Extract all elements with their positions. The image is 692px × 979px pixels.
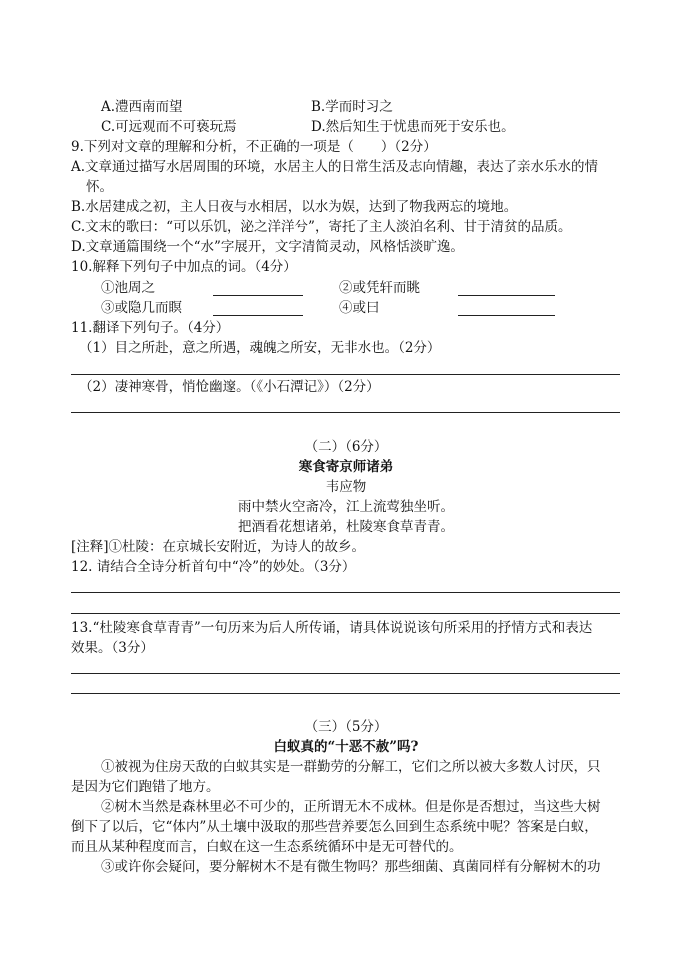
- poem-line-1: 雨中禁火空斋冷，江上流莺独坐听。: [238, 499, 454, 515]
- answer-line[interactable]: [71, 592, 620, 593]
- paragraph-2: ②树木当然是森林里必不可少的，正所谓无木不成林。但是你是否想过，当这些大树: [101, 799, 601, 815]
- poem-note: [注释]①杜陵：在京城长安附近，为诗人的故乡。: [71, 539, 366, 555]
- q8-option-b: B.学而时习之: [311, 99, 393, 115]
- q9-option-a: A.文章通过描写水居周围的环境，水居主人的日常生活及志向情趣，表达了亲水乐水的情: [71, 159, 599, 175]
- paragraph-2-cont: 而且从某种程度而言，白蚁在这一生态系统循环中是无可替代的。: [71, 839, 463, 855]
- q10-item-1: ①池周之: [101, 280, 155, 296]
- paragraph-1-cont: 是因为它们跑错了地方。: [71, 779, 220, 795]
- poem-title: 寒食寄京师诸弟: [298, 459, 394, 475]
- part2-heading: （二）（6分）: [304, 439, 388, 455]
- poem-line-2: 把酒看花想诸弟，杜陵寒食草青青。: [238, 519, 454, 535]
- part3-heading: （三）（5分）: [304, 719, 388, 735]
- paragraph-1: ①被视为住房天敌的白蚁其实是一群勤劳的分解工，它们之所以被大多数人讨厌，只: [101, 759, 601, 775]
- q13-stem-cont: 效果。（3分）: [71, 640, 154, 656]
- q9-option-b: B.水居建成之初，主人日夜与水相居，以水为娱，达到了物我两忘的境地。: [71, 199, 518, 215]
- q10-item-2: ②或凭轩而眺: [339, 280, 420, 296]
- q10-stem: 10.解释下列句子中加点的词。（4分）: [71, 259, 297, 275]
- q10-item-4: ④或曰: [339, 300, 380, 316]
- q9-option-c: C.文末的歌曰：“可以乐饥，泌之洋洋兮”，寄托了主人淡泊名利、甘于清贫的品质。: [71, 219, 572, 235]
- answer-line[interactable]: [71, 374, 620, 375]
- q12-stem: 12. 请结合全诗分析首句中“冷”的妙处。（3分）: [71, 559, 356, 575]
- q8-option-a: A.澧西南而望: [101, 99, 183, 115]
- answer-line[interactable]: [71, 673, 620, 674]
- answer-line[interactable]: [71, 693, 620, 694]
- q10-item-3: ③或隐几而瞑: [101, 300, 182, 316]
- q10-blank-3[interactable]: [213, 315, 303, 316]
- q8-option-d: D.然后知生于忧患而死于安乐也。: [311, 119, 515, 135]
- q11-sentence-2: （2）凄神寒骨，悄怆幽邃。（《小石潭记》）（2分）: [79, 379, 380, 395]
- q10-blank-2[interactable]: [458, 295, 555, 296]
- q11-sentence-1: （1）目之所赴，意之所遇，魂魄之所安，无非水也。（2分）: [79, 340, 441, 356]
- q13-stem: 13.“杜陵寒食草青青”一句历来为后人所传诵，请具体说说该句所采用的抒情方式和表达: [71, 620, 593, 636]
- paragraph-2-cont: 倒下了以后，它“体内”从土壤中汲取的那些营养要怎么回到生态系统中呢？答案是白蚁，: [71, 819, 598, 835]
- q11-stem: 11.翻译下列句子。（4分）: [71, 320, 230, 336]
- q9-option-d: D.文章通篇围绕一个“水”字展开，文字清简灵动，风格恬淡旷逸。: [71, 239, 464, 255]
- q9-stem: 9.下列对文章的理解和分析，不正确的一项是（ ）（2分）: [71, 139, 437, 155]
- answer-line[interactable]: [71, 613, 620, 614]
- q10-blank-4[interactable]: [458, 315, 555, 316]
- q8-option-c: C.可远观而不可亵玩焉: [101, 119, 237, 135]
- article-title: 白蚁真的“十恶不赦”吗?: [273, 739, 419, 755]
- poem-author: 韦应物: [325, 479, 367, 495]
- answer-line[interactable]: [71, 412, 620, 413]
- q10-blank-1[interactable]: [213, 295, 303, 296]
- paragraph-3: ③或许你会疑问，要分解树木不是有微生物吗？那些细菌、真菌同样有分解树木的功: [101, 859, 601, 875]
- q9-option-a-cont: 怀。: [86, 179, 113, 195]
